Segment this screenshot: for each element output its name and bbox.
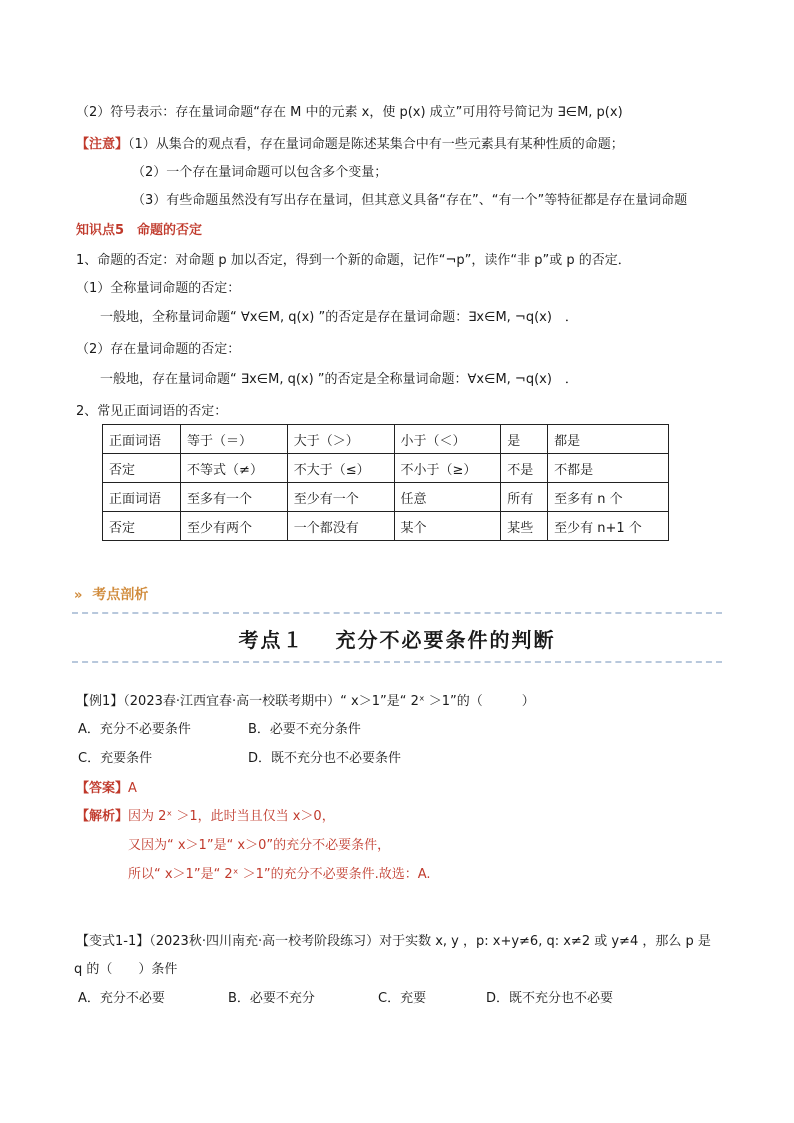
option-c: C．充要条件 — [78, 751, 153, 766]
option-b: B．必要不充分条件 — [248, 722, 361, 737]
variant-stem-2: q 的（ ）条件 — [74, 962, 178, 977]
note-line-3: （3）有些命题虽然没有写出存在量词，但其意义具备“存在”、“有一个”等特征都是存在量词命题 — [132, 193, 688, 208]
note-label: 【注意】 — [76, 137, 129, 152]
universal-negation-heading: （1）全称量词命题的否定： — [76, 281, 241, 296]
analysis-line-2: 又因为“ x＞1”是“ x＞0”的充分不必要条件， — [128, 838, 391, 853]
topic-title: 考点１ 充分不必要条件的判断 — [238, 628, 556, 652]
variant-label: 【变式1-1】 — [76, 934, 150, 949]
divider-bottom — [72, 661, 722, 663]
table-cell: 小于（＜） — [394, 425, 501, 454]
table-cell: 至多有 n 个 — [548, 483, 669, 512]
table-cell: 至少有两个 — [181, 512, 288, 541]
table-row — [103, 512, 669, 541]
variant-text: （2023秋·四川南充·高一校考阶段练习）对于实数 x, y ，p: x+y≠6, q: x≠2 或 y≠4 ，那么 p 是 — [149, 934, 711, 949]
variant-stem — [76, 930, 711, 949]
table-row — [103, 483, 669, 512]
universal-negation-text: 一般地，全称量词命题“ ∀x∈M, q(x) ”的否定是存在量词命题：∃x∈M, ¬q(x) ． — [100, 310, 578, 325]
section-label: 考点剖析 — [92, 587, 149, 603]
table-cell: 不是 — [501, 454, 548, 483]
negation-table — [102, 424, 669, 541]
table-cell: 不大于（≤） — [287, 454, 394, 483]
table-cell: 某些 — [501, 512, 548, 541]
existential-negation-heading: （2）存在量词命题的否定： — [76, 342, 241, 357]
example-label: 【例1】 — [76, 694, 124, 709]
table-cell: 一个都没有 — [287, 512, 394, 541]
variant-option-c: C．充要 — [378, 991, 427, 1006]
double-chevron-icon: » — [74, 588, 83, 603]
answer-value: A — [128, 781, 137, 796]
analysis-line-1 — [76, 805, 335, 824]
table-cell: 不都是 — [548, 454, 669, 483]
table-cell: 任意 — [394, 483, 501, 512]
negation-definition: 1、命题的否定：对命题 p 加以否定，得到一个新的命题，记作“¬p”，读作“非 p”或 p 的否定． — [76, 253, 631, 268]
table-cell: 正面词语 — [103, 425, 181, 454]
table-cell: 至少有一个 — [287, 483, 394, 512]
option-d: D．既不充分也不必要条件 — [248, 751, 402, 766]
table-cell: 否定 — [103, 454, 181, 483]
line-symbol-notation: （2）符号表示：存在量词命题“存在 M 中的元素 x，使 p(x) 成立”可用符号简记为 ∃∈M, p(x) — [76, 105, 623, 120]
table-cell: 大于（＞） — [287, 425, 394, 454]
table-cell: 等于（＝） — [181, 425, 288, 454]
answer-line — [76, 777, 137, 796]
table-row — [103, 454, 669, 483]
variant-option-a: A．充分不必要 — [78, 991, 165, 1006]
table-cell: 至多有一个 — [181, 483, 288, 512]
section-heading — [74, 584, 148, 604]
table-cell: 至少有 n+1 个 — [548, 512, 669, 541]
note-text-1: （1）从集合的观点看，存在量词命题是陈述某集合中有一些元素具有某种性质的命题； — [128, 137, 624, 152]
table-cell: 是 — [501, 425, 548, 454]
common-words-heading: 2、常见正面词语的否定： — [76, 404, 228, 419]
variant-option-d: D．既不充分也不必要 — [486, 991, 614, 1006]
existential-negation-text: 一般地，存在量词命题“ ∃x∈M, q(x) ”的否定是全称量词命题：∀x∈M, ¬q(x) ． — [100, 372, 578, 387]
analysis-line-3: 所以“ x＞1”是“ 2ˣ ＞1”的充分不必要条件.故选：A. — [128, 867, 431, 882]
table-cell: 某个 — [394, 512, 501, 541]
analysis-text-1: 因为 2ˣ ＞1，此时当且仅当 x＞0， — [128, 809, 335, 824]
table-cell: 不小于（≥） — [394, 454, 501, 483]
divider-top — [72, 612, 722, 614]
table-cell: 不等式（≠） — [181, 454, 288, 483]
answer-label: 【答案】 — [76, 781, 129, 796]
example-text: （2023春·江西宜春·高一校联考期中）“ x＞1”是“ 2ˣ ＞1”的（ ） — [123, 694, 535, 709]
table-cell: 否定 — [103, 512, 181, 541]
example-1-stem — [76, 690, 535, 709]
table-row — [103, 425, 669, 454]
note-line-1 — [76, 133, 624, 152]
note-line-2: （2）一个存在量词命题可以包含多个变量； — [132, 165, 388, 180]
table-cell: 所有 — [501, 483, 548, 512]
table-cell: 正面词语 — [103, 483, 181, 512]
knowledge-point-5-heading: 知识点5 命题的否定 — [76, 223, 203, 238]
option-a: A．充分不必要条件 — [78, 722, 191, 737]
variant-option-b: B．必要不充分 — [228, 991, 315, 1006]
table-cell: 都是 — [548, 425, 669, 454]
analysis-label: 【解析】 — [76, 809, 129, 824]
